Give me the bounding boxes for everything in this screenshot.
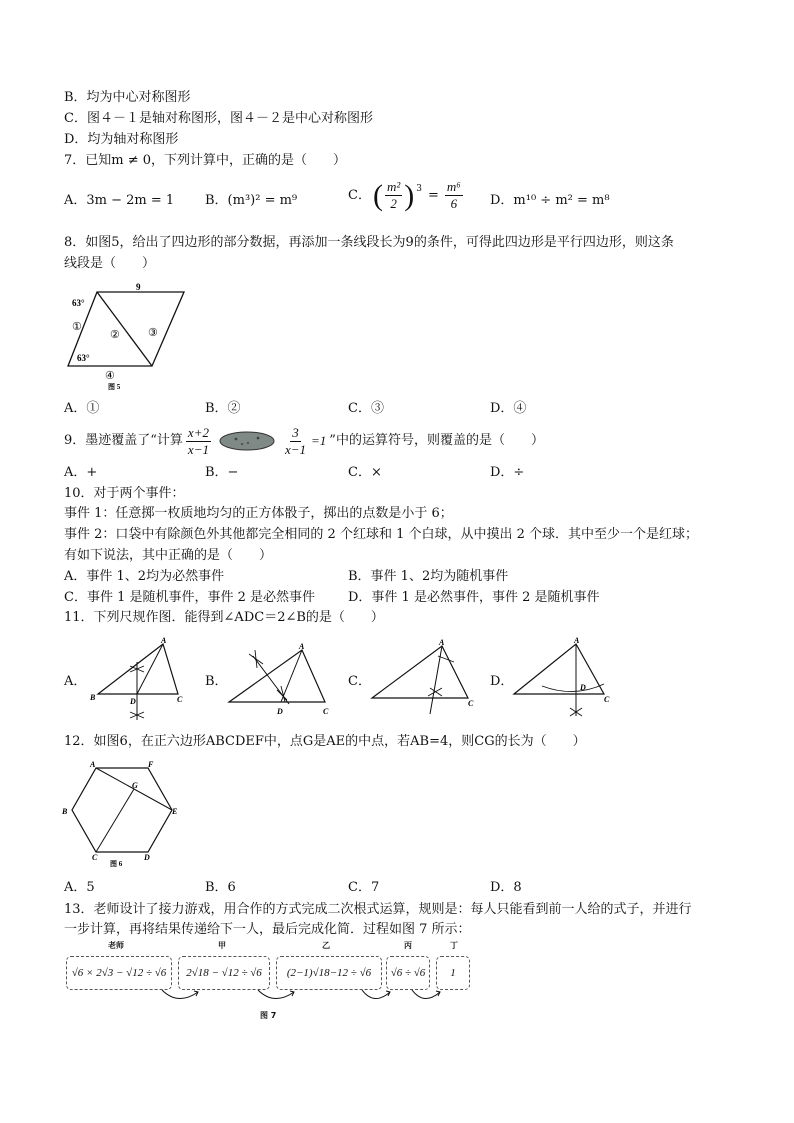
q9-option-b: B．− [205, 465, 239, 480]
relay-arrows [150, 986, 470, 1010]
q9-stem-pre: 9．墨迹覆盖了“计算 [64, 433, 183, 448]
relay-role-yi: 乙 [322, 941, 330, 950]
q12-option-a: A．5 [64, 880, 95, 895]
relay-arrow-3 [362, 990, 390, 999]
ink-blot-icon [218, 430, 276, 452]
fig6-point-a: A [90, 760, 96, 769]
q11a-point-c: C [177, 695, 183, 704]
q10-option-b: B．事件 1、2均为随机事件 [348, 569, 509, 584]
q9-f2-num: 3 [292, 424, 299, 440]
q12-option-b: B．6 [205, 880, 236, 895]
q9-equals: =1 [311, 433, 327, 448]
q9-f1-num: x+2 [187, 424, 209, 440]
q7-option-c: C． ( $\frac{\text{m²}}{2}$ ) $^3$ = $\frac{\text{m⁶}}{6}$ [348, 178, 461, 212]
fig5-angle-bottom: 63° [77, 353, 90, 363]
q8-option-a: A．① [64, 401, 100, 416]
q9-option-d: D．÷ [490, 465, 525, 480]
q11d-point-a: A [574, 636, 580, 645]
q10-option-d: D．事件 1 是必然事件，事件 2 是随机事件 [348, 590, 600, 605]
q8-option-c: C．③ [348, 401, 384, 416]
q9-stem [64, 419, 544, 463]
q10-prompt: 有如下说法，其中正确的是（ ） [64, 548, 273, 563]
fig5-angle-top: 63° [72, 298, 85, 308]
q7-option-b: B．(m³)² = m⁹ [205, 193, 298, 208]
q11-option-c: C． [348, 674, 371, 689]
q7-c-den: 2 [390, 196, 397, 211]
q11b-point-d: D [277, 707, 283, 716]
fig5-side-1: ① [72, 321, 82, 333]
q9-f1-den: x−1 [187, 441, 209, 457]
q6-option-b: B．均为中心对称图形 [64, 90, 191, 105]
q10-event-2: 事件 2：口袋中有除颜色外其他都完全相同的 2 个红球和 1 个白球，从中摸出 2 个球．其中至少一个是红球； [64, 527, 699, 542]
q11b-point-a: A [299, 642, 305, 651]
q9-fraction-2 [283, 426, 308, 457]
q7-c-num: m² [386, 179, 401, 194]
q8-option-d: D．④ [490, 401, 527, 416]
q9-stem-post: ”中的运算符号，则覆盖的是（ ） [329, 433, 544, 448]
q11d-point-d: D [580, 683, 586, 692]
q6-option-c: C．图４－１是轴对称图形，图４－２是中心对称图形 [64, 111, 373, 126]
q11c-point-c: C [468, 699, 474, 708]
q7-option-c-label: C． [348, 187, 371, 203]
fig5-caption: 图 5 [108, 383, 121, 390]
q9-f2-den: x−1 [284, 441, 307, 457]
q10-option-a: A．事件 1、2均为必然事件 [64, 569, 225, 584]
q8-option-b: B．② [205, 401, 241, 416]
fig6-point-f: F [148, 760, 154, 769]
relay-box-yi: (2−1)√18−12 ÷ √6 [276, 956, 382, 990]
relay-box-jia: 2√18 − √12 ÷ √6 [178, 956, 270, 990]
fig5-label-9: 9 [136, 282, 141, 292]
q7-c-rhs-den: 6 [450, 196, 458, 211]
q8-stem-1: 8．如图5，给出了四边形的部分数据，再添加一条线段长为9的条件，可得此四边形是平行四边形，则这条 [64, 235, 674, 250]
fig6-caption: 图 6 [110, 860, 123, 868]
q11a-point-b: B [90, 693, 96, 702]
q12-stem: 12．如图6，在正六边形ABCDEF中，点G是AE的中点，若AB=4，则CG的长为（ ） [64, 734, 586, 749]
relay-box-bing: √6 ÷ √6 [386, 956, 430, 990]
q9-fraction-1 [186, 426, 211, 457]
figure-6 [62, 760, 182, 870]
q11-option-a: A． [64, 674, 87, 689]
q11-option-b: B． [205, 674, 228, 689]
q11a-point-a: A [161, 636, 167, 645]
q7-c-rhs-num: m⁶ [446, 179, 461, 194]
q11a-point-d: D [130, 697, 136, 706]
q11-option-d: D． [490, 674, 514, 689]
fig6-point-g: G [132, 781, 138, 790]
fig6-point-e: E [172, 807, 178, 816]
relay-arrow-2 [258, 990, 294, 999]
q7-option-d: D．m¹⁰ ÷ m² = m⁸ [490, 193, 610, 208]
fig5-side-4: ④ [105, 370, 115, 382]
q9-option-c: C．× [348, 465, 382, 480]
fig6-point-b: B [62, 807, 68, 816]
relay-role-bing: 丙 [404, 941, 412, 950]
q11-figure-c [368, 636, 480, 720]
q12-option-d: D．8 [490, 880, 522, 895]
q11-figure-b [225, 640, 340, 720]
q13-stem-1: 13．老师设计了接力游戏，用合作的方式完成二次根式运算，规则是：每人只能看到前一人给的式子，并进行 [64, 902, 692, 917]
q13-stem-2: 一步计算，再将结果传递给下一人，最后完成化简．过程如图 7 所示： [64, 922, 471, 937]
figure-5 [62, 280, 192, 390]
q11b-point-c: C [323, 707, 329, 716]
q11-figure-d [508, 636, 618, 722]
q7-option-a: A．3m − 2m = 1 [64, 193, 175, 208]
q10-event-1: 事件 1：任意掷一枚质地均匀的正方体骰子，掷出的点数是小于 6； [64, 506, 453, 521]
q7-stem: 7．已知m ≠ 0，下列计算中，正确的是（ ） [64, 153, 347, 168]
fig6-point-d: D [144, 853, 150, 862]
q12-option-c: C．7 [348, 880, 380, 895]
fig5-side-2: ② [110, 329, 120, 341]
fig6-point-c: C [92, 853, 98, 862]
q11-stem: 11．下列尺规作图．能得到∠ADC＝2∠B的是（ ） [64, 610, 384, 625]
q11-figure-a [90, 636, 190, 722]
relay-role-ding: 丁 [450, 941, 458, 950]
relay-role-jia: 甲 [218, 941, 226, 950]
relay-box-teacher: √6 × 2√3 − √12 ÷ √6 [66, 956, 172, 990]
q9-option-a: A．+ [64, 465, 98, 480]
relay-box-ding: 1 [436, 956, 470, 990]
relay-arrow-4 [412, 990, 440, 999]
q7-c-fraction [385, 180, 402, 211]
fig7-caption: 图 7 [260, 1011, 277, 1020]
q10-stem: 10．对于两个事件： [64, 486, 185, 501]
q7-c-rhs [445, 180, 463, 211]
q8-stem-2: 线段是（ ） [64, 256, 156, 271]
q10-option-c: C．事件 1 是随机事件，事件 2 是必然事件 [64, 590, 316, 605]
fig5-side-3: ③ [148, 327, 158, 339]
q11d-point-c: C [604, 695, 610, 704]
relay-role-teacher: 老师 [108, 941, 124, 950]
q6-option-d: D．均为轴对称图形 [64, 132, 179, 147]
relay-arrow-1 [162, 990, 198, 999]
q11c-point-a: A [439, 638, 445, 647]
